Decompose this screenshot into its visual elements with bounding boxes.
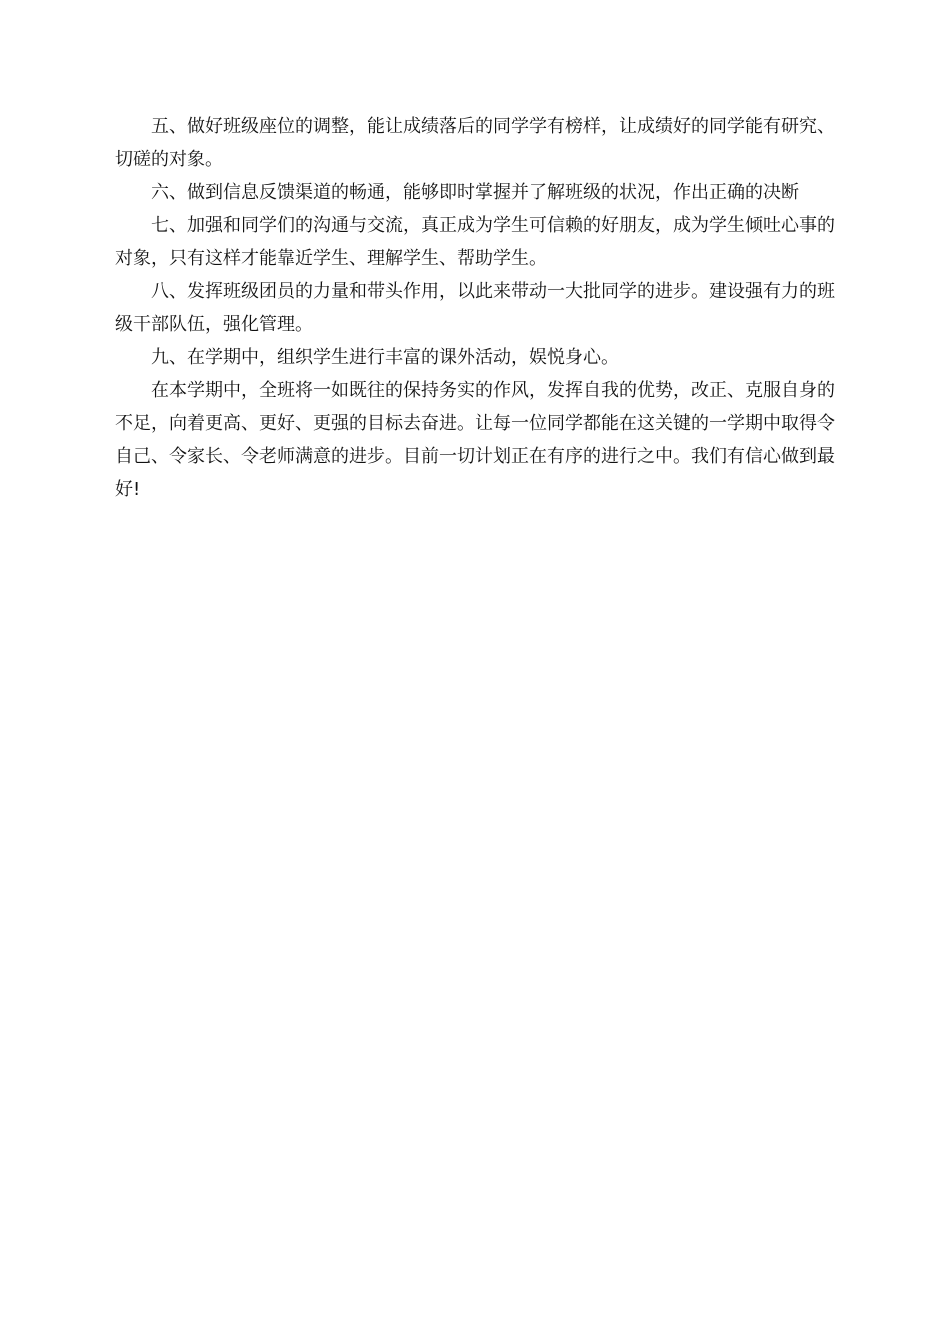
paragraph-item-6: 六、做到信息反馈渠道的畅通，能够即时掌握并了解班级的状况，作出正确的决断	[151, 182, 799, 203]
paragraph-item-7: 七、加强和同学们的沟通与交流，真正成为学生可信赖的好朋友，成为学生倾吐心事的对象，只有这样才能靠近学生、理解学生、帮助学生。	[115, 215, 835, 269]
paragraph-item-5: 五、做好班级座位的调整，能让成绩落后的同学学有榜样，让成绩好的同学能有研究、切磋的对象。	[115, 116, 835, 170]
paragraph-conclusion: 在本学期中，全班将一如既往的保持务实的作风，发挥自我的优势，改正、克服自身的不足，向着更高、更好、更强的目标去奋进。让每一位同学都能在这关键的一学期中取得令自己、令家长、令老师满意的进步。目前一切计划正在有序的进行之中。我们有信心做到最好!	[115, 380, 835, 500]
paragraph-item-8: 八、发挥班级团员的力量和带头作用，以此来带动一大批同学的进步。建设强有力的班级干部队伍，强化管理。	[115, 281, 835, 335]
document-body	[115, 110, 835, 506]
paragraph-item-9: 九、在学期中，组织学生进行丰富的课外活动，娱悦身心。	[151, 347, 619, 368]
